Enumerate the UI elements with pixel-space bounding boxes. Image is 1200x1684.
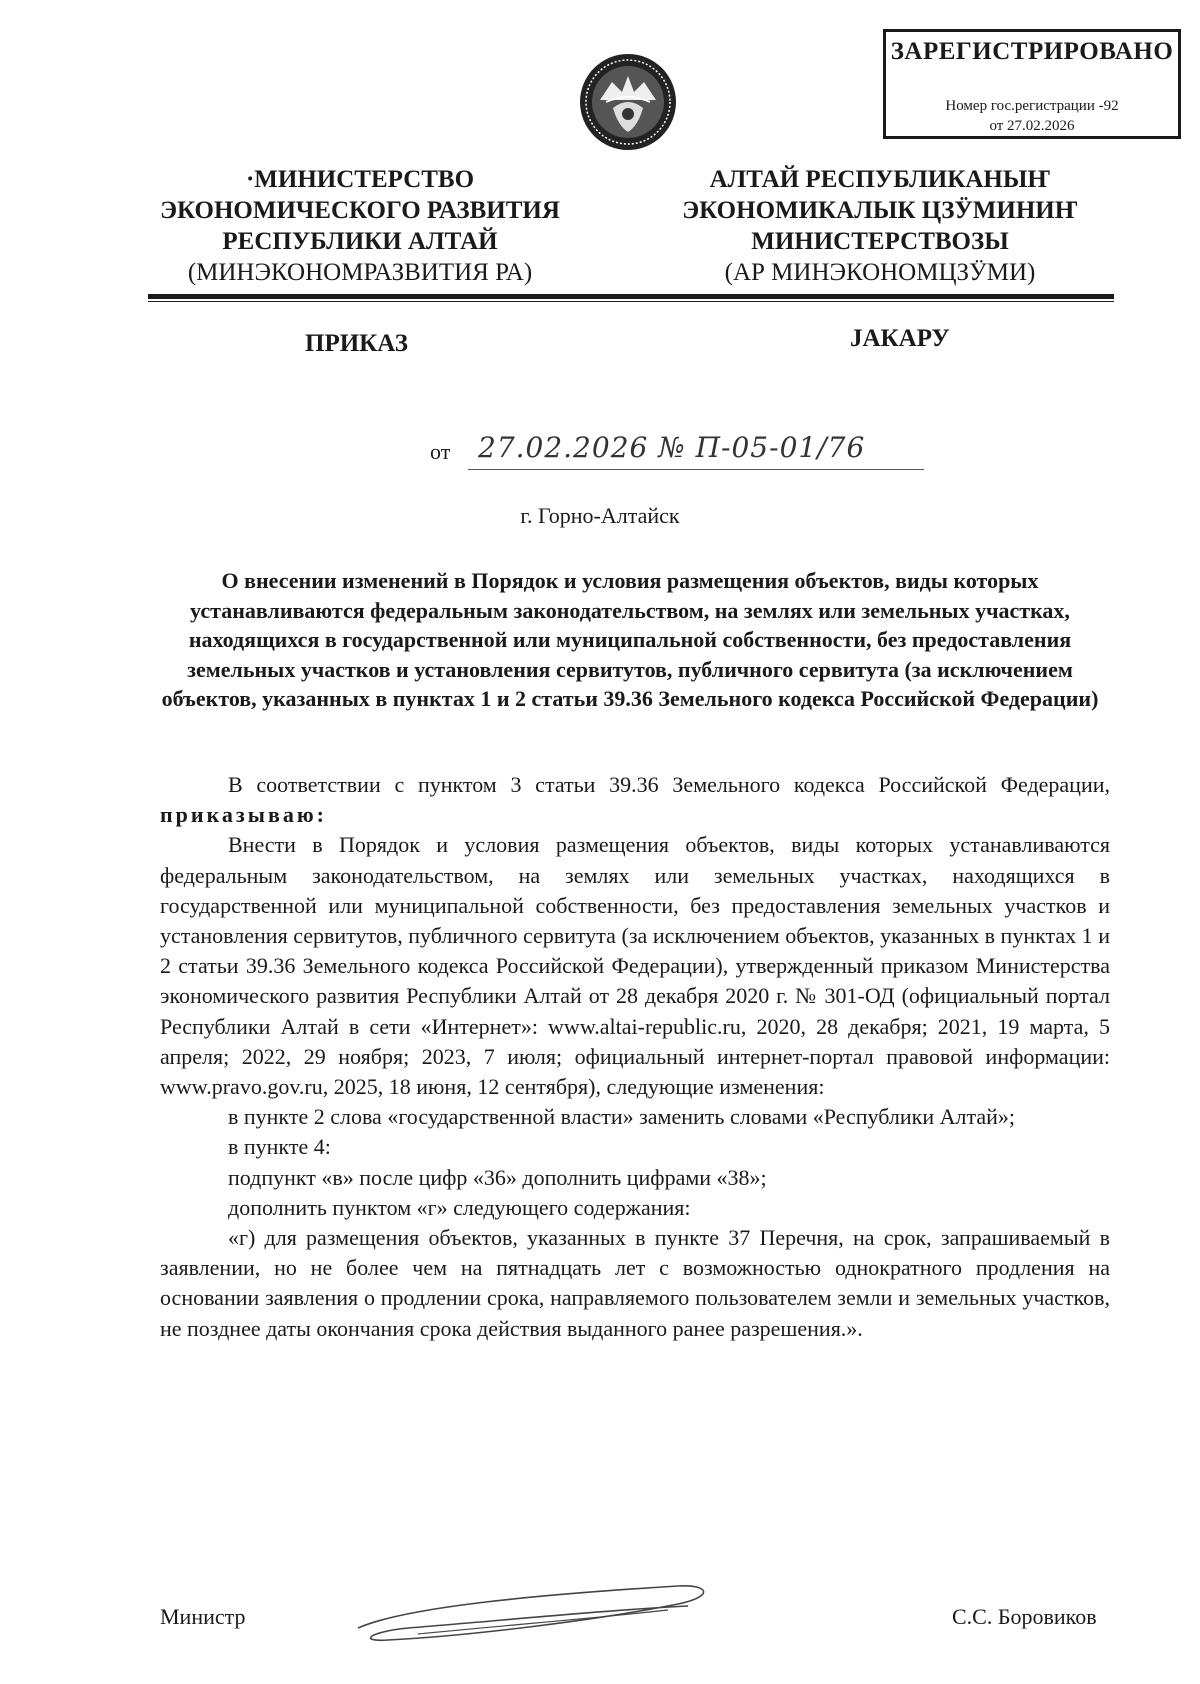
signatory-name: С.С. Боровиков	[952, 1604, 1097, 1629]
handwritten-date-number: 27.02.2026 № П-05-01/76	[478, 431, 866, 464]
paragraph-item-2: в пункте 2 слова «государственной власти» заменить словами «Республики Алтай»;	[228, 1104, 1016, 1130]
date-prefix: от	[430, 439, 451, 464]
basis-text: В соответствии с пунктом 3 статьи 39.36 Земельного кодекса Российской Федерации,	[228, 772, 1110, 797]
paragraph-subitem-g: «г) для размещения объектов, указанных в пункте 37 Перечня, на срок, запрашиваемый в заявлении, но не более чем на пятнадцать лет с возможностью однократного продления на основании заявления о продлении срока, направляемого пользователем земли и земельных участков, не позднее даты окончания срока действия выданного ранее разрешения.».	[160, 1225, 1110, 1341]
ministry-abbreviation-altai: (АР МИНЭКОНОМЦЗӰМИ)	[724, 259, 1036, 286]
stamp-title: ЗАРЕГИСТРИРОВАНО	[890, 38, 1174, 65]
ministry-abbreviation: (МИНЭКОНОМРАЗВИТИЯ РА)	[187, 259, 533, 286]
doc-type-russian: ПРИКАЗ	[305, 330, 408, 357]
ministry-name-line1: ·МИНИСТЕРСТВО	[245, 166, 475, 193]
republic-emblem-icon	[578, 52, 678, 152]
ministry-name-line3: РЕСПУБЛИКИ АЛТАЙ	[222, 228, 498, 255]
ministry-name-altai-line1: АЛТАЙ РЕСПУБЛИКАНЫҤ	[709, 166, 1051, 193]
ministry-name-altai-line3: МИНИСТЕРСТВОЗЫ	[751, 228, 1009, 255]
ministry-name-line2: ЭКОНОМИЧЕСКОГО РАЗВИТИЯ	[160, 197, 560, 224]
registration-stamp	[883, 29, 1181, 139]
paragraph-subitem-v: подпункт «в» после цифр «36» дополнить цифрами «38»;	[228, 1164, 767, 1190]
header-divider-thin	[148, 301, 1114, 302]
order-date-number	[430, 431, 930, 471]
ministry-header-russian	[140, 164, 580, 288]
order-body	[160, 770, 1110, 1344]
city: г. Горно-Алтайск	[520, 503, 680, 528]
paragraph-amendment: Внести в Порядок и условия размещения объектов, виды которых устанавливаются федеральным законодательством, на землях или земельных участках, находящихся в государственной или муниципальной собственности, без предоставления земельных участков и установления сервитутов, публичного сервитута (за исключением объектов, указанных в пунктах 1 и 2 статьи 39.36 Земельного кодекса Российской Федерации), утвержденный приказом Министерства экономического развития Республики Алтай от 28 декабря 2020 г. № 301-ОД (официальный портал Республики Алтай в сети «Интернет»: www.altai-republic.ru, 2020, 28 декабря; 2021, 19 марта, 5 апреля; 2022, 29 ноября; 2023, 7 июля; официальный интернет-портал правовой информации: www.pravo.gov.ru, 2025, 18 июня, 12 сентября), следующие изменения:	[160, 832, 1110, 1100]
signatory-role: Министр	[160, 1604, 246, 1629]
ministry-name-altai-line2: ЭКОНОМИКАЛЫК ЦЗӰМИНИҤ	[682, 197, 1078, 224]
ministry-header-altai	[680, 164, 1080, 288]
stamp-registration-number: Номер гос.регистрации -92	[945, 98, 1119, 114]
doc-type-altai: JАКАРУ	[850, 325, 950, 352]
date-underline	[468, 469, 924, 470]
paragraph-basis	[160, 770, 1110, 830]
order-keyword: приказываю:	[160, 802, 327, 828]
order-title: О внесении изменений в Порядок и условия размещения объектов, виды которых устанавливаются федеральным законодательством, на землях или земельных участках, находящихся в государственной или муниципальной собственности, без предоставления земельных участков и установления сервитутов, публичного сервитута (за исключением объектов, указанных в пунктах 1 и 2 статьи 39.36 Земельного кодекса Российской Федерации)	[161, 568, 1099, 711]
paragraph-item-4: в пункте 4:	[228, 1134, 331, 1160]
paragraph-add-subitem: дополнить пунктом «г» следующего содержания:	[228, 1194, 691, 1220]
header-divider	[148, 294, 1114, 299]
handwritten-signature	[348, 1576, 728, 1656]
stamp-registration-date: от 27.02.2026	[989, 118, 1075, 134]
